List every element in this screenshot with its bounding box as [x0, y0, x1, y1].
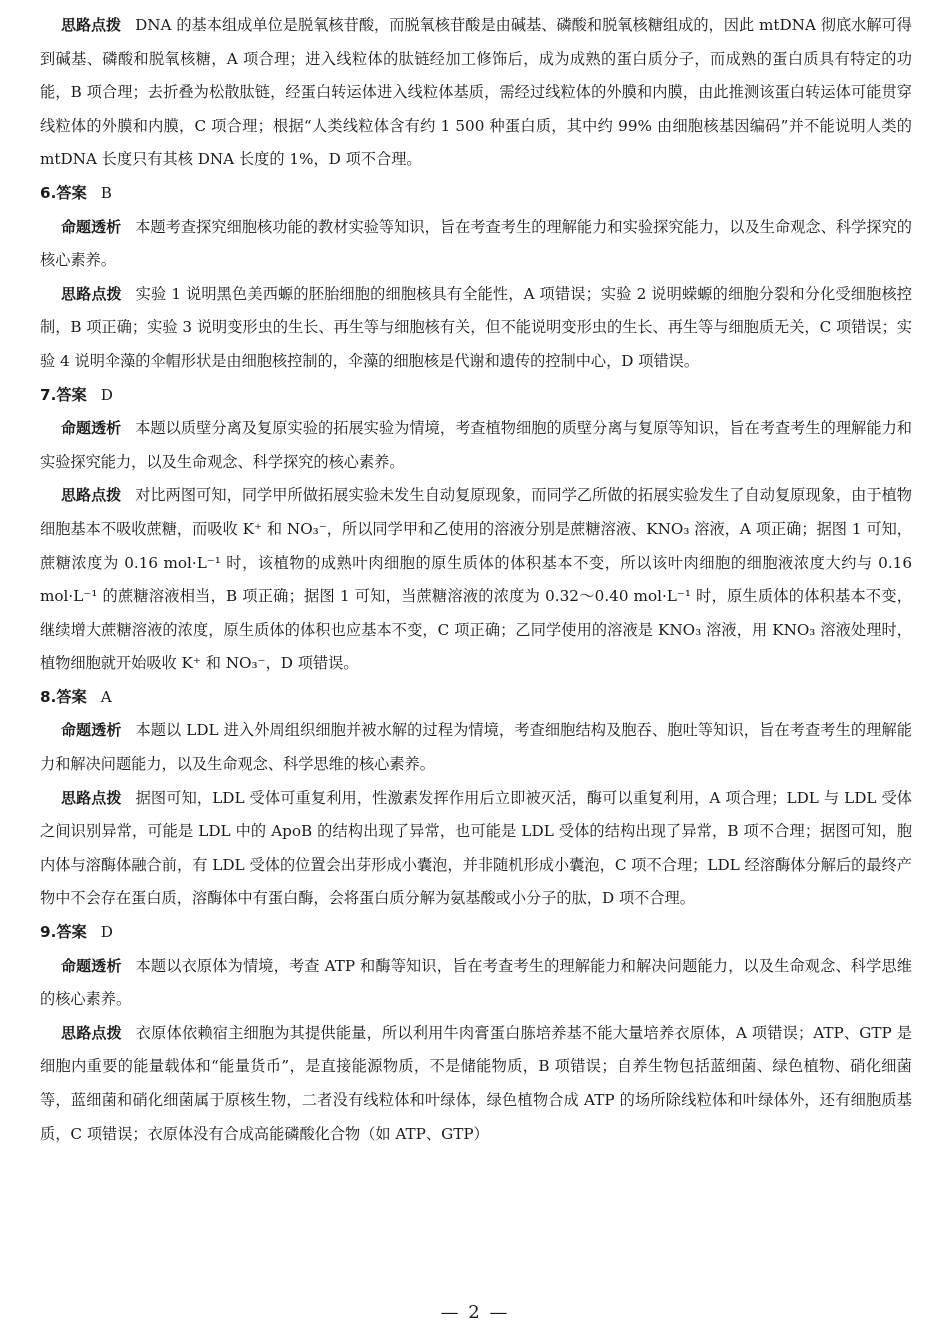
question-8-answer [40, 681, 912, 715]
question-number: 9. [40, 923, 57, 942]
analysis-paragraph-5 [40, 9, 912, 177]
intent-label: 命题透析 [61, 721, 122, 740]
intent-label: 命题透析 [61, 956, 122, 975]
intent-label: 命题透析 [61, 419, 122, 438]
answer-label: 答案 [56, 385, 87, 404]
answer-key-page [40, 9, 912, 1151]
analysis-label: 思路点拨 [61, 16, 122, 34]
page-number: — 2 — [440, 1302, 510, 1323]
intent-text: 本题以 LDL 进入外周组织细胞并被水解的过程为情境，考查细胞结构及胞吞、胞吐等知识，旨在考查考生的理解能力和解决问题能力，以及生命观念、科学思维的核心素养。 [40, 721, 912, 774]
question-7-answer [40, 379, 912, 413]
analysis-label: 思路点拨 [61, 486, 122, 505]
intent-text: 本题考查探究细胞核功能的教材实验等知识，旨在考查考生的理解能力和实验探究能力，以及生命观念、科学探究的核心素养。 [40, 217, 912, 270]
analysis-text: 实验 1 说明黑色美西螈的胚胎细胞的细胞核具有全能性，A 项错误；实验 2 说明蝾螈的细胞分裂和分化受细胞核控制，B 项正确；实验 3 说明变形虫的生长、再生等与细胞核有关，但不能说明变形虫的生长、再生等与细胞质无关，C 项错误；实验 4 说明伞藻的伞帽形状是由细胞核控制的，伞藻的细胞核是代谢和遗传的控制中心，D 项错误。 [40, 284, 912, 370]
analysis-text: 对比两图可知，同学甲所做拓展实验未发生自动复原现象，而同学乙所做的拓展实验发生了自动复原现象，由于植物细胞基本不吸收蔗糖，而吸收 K⁺ 和 NO₃⁻，所以同学甲和乙使用的溶液分别是蔗糖溶液、KNO₃ 溶液，A 项正确；据图 1 可知，蔗糖浓度为 0.16 mol·L⁻¹ 时，该植物的成熟叶肉细胞的原生质体的体积基本不变，所以该叶肉细胞的细胞液浓度大约与 0.16 mol·L⁻¹ 的蔗糖溶液相当，B 项正确；据图 1 可知，当蔗糖溶液的浓度为 0.32～0.40 mol·L⁻¹ 时，原生质体的体积基本不变，继续增大蔗糖溶液的浓度，原生质体的体积也应基本不变，C 项正确；乙同学使用的溶液是 KNO₃ 溶液，用 KNO₃ 溶液处理时，植物细胞就开始吸收 K⁺ 和 NO₃⁻，D 项错误。 [40, 486, 912, 673]
analysis-text: DNA 的基本组成单位是脱氧核苷酸，而脱氧核苷酸是由碱基、磷酸和脱氧核糖组成的，因此 mtDNA 彻底水解可得到碱基、磷酸和脱氧核糖，A 项合理；进入线粒体的肽链经加工修饰后，成为成熟的蛋白质分子，而成熟的蛋白质具有特定的功能，B 项合理；去折叠为松散肽链，经蛋白转运体进入线粒体基质，需经过线粒体的外膜和内膜，由此推测该蛋白转运体可能贯穿线粒体的外膜和内膜，C 项合理；根据“人类线粒体含有约 1 500 种蛋白质，其中约 99% 由细胞核基因编码”并不能说明人类的 mtDNA 长度只有其核 DNA 长度的 1%，D 项不合理。 [40, 16, 912, 169]
question-6-answer [40, 177, 912, 211]
analysis-paragraph-8 [40, 782, 912, 916]
analysis-text: 衣原体依赖宿主细胞为其提供能量，所以利用牛肉膏蛋白胨培养基不能大量培养衣原体，A 项错误；ATP、GTP 是细胞内重要的能量载体和“能量货币”，是直接能源物质，不是储能物质，B 项错误；自养生物包括蓝细菌、绿色植物、硝化细菌等，蓝细菌和硝化细菌属于原核生物，二者没有线粒体和叶绿体，绿色植物合成 ATP 的场所除线粒体和叶绿体外，还有细胞质基质，C 项错误；衣原体没有合成高能磷酸化合物（如 ATP、GTP） [40, 1023, 912, 1143]
intent-text: 本题以质壁分离及复原实验的拓展实验为情境，考查植物细胞的质壁分离与复原等知识，旨在考查考生的理解能力和实验探究能力，以及生命观念、科学探究的核心素养。 [40, 419, 912, 471]
answer-label: 答案 [56, 687, 87, 706]
analysis-label: 思路点拨 [61, 284, 122, 303]
analysis-paragraph-6 [40, 278, 912, 379]
intent-paragraph-8 [40, 714, 912, 781]
intent-paragraph-6 [40, 211, 912, 278]
analysis-text: 据图可知，LDL 受体可重复利用，性激素发挥作用后立即被灭活，酶可以重复利用，A 项合理；LDL 与 LDL 受体之间识别异常，可能是 LDL 中的 ApoB 的结构出现了异常，也可能是 LDL 受体的结构出现了异常，B 项不合理；据图可知，胞内体与溶酶体融合前，有 LDL 受体的位置会出芽形成小囊泡，并非随机形成小囊泡，C 项不合理；LDL 经溶酶体分解后的最终产物中不会存在蛋白质，溶酶体中有蛋白酶，会将蛋白质分解为氨基酸或小分子的肽，D 项不合理。 [40, 788, 912, 908]
answer-value: A [100, 687, 112, 706]
question-number: 7. [40, 385, 57, 404]
question-9-answer [40, 916, 912, 950]
analysis-label: 思路点拨 [61, 788, 122, 807]
answer-value: D [100, 385, 113, 404]
answer-label: 答案 [56, 923, 87, 942]
answer-value: D [100, 923, 113, 942]
analysis-paragraph-7 [40, 479, 912, 681]
analysis-paragraph-9 [40, 1017, 912, 1151]
question-number: 6. [40, 183, 57, 202]
answer-label: 答案 [56, 183, 87, 202]
intent-paragraph-9 [40, 950, 912, 1017]
intent-paragraph-7 [40, 412, 912, 479]
question-number: 8. [40, 687, 57, 706]
intent-text: 本题以衣原体为情境，考查 ATP 和酶等知识，旨在考查考生的理解能力和解决问题能力，以及生命观念、科学思维的核心素养。 [40, 956, 912, 1009]
answer-value: B [100, 183, 112, 202]
intent-label: 命题透析 [61, 217, 122, 236]
analysis-label: 思路点拨 [61, 1023, 122, 1042]
